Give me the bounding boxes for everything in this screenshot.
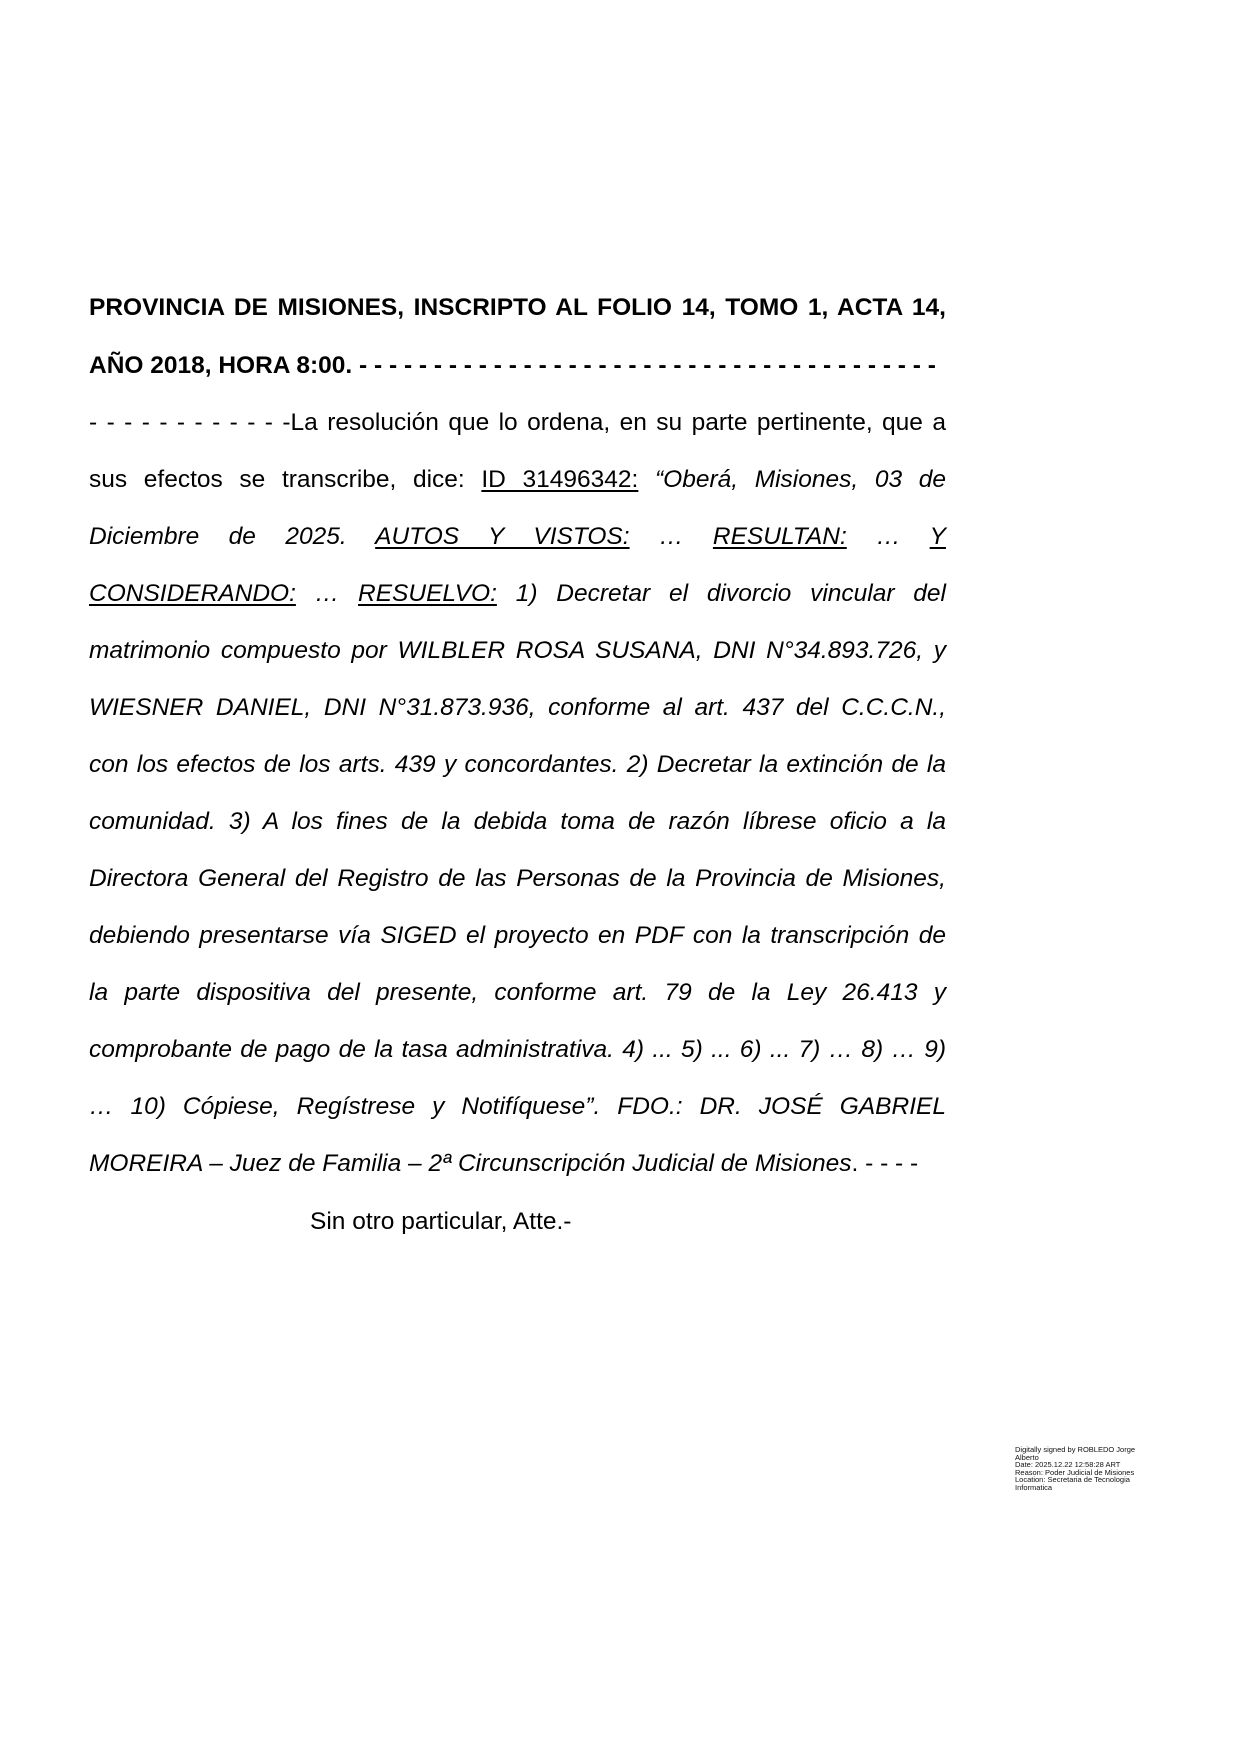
closing-line: Sin otro particular, Atte.-	[310, 1208, 572, 1235]
text-segment: Diciembre de 2025.	[89, 523, 376, 550]
signature-line: Date: 2025.12.22 12:58:28 ART	[1015, 1460, 1121, 1470]
paragraph-line-15: … 10) Cópiese, Regístrese y Notifíquese”. FDO.: DR. JOSÉ GABRIEL	[89, 1093, 946, 1120]
resuelvo-heading: RESUELVO:	[358, 580, 497, 607]
text-segment: “Oberá, Misiones, 03 de	[638, 466, 946, 493]
signature-line: Digitally signed by ROBLEDO Jorge	[1015, 1445, 1136, 1454]
signature-line: Location: Secretaria de Tecnologia	[1015, 1475, 1130, 1485]
text-segment: …	[295, 580, 359, 607]
text-segment: sus efectos se transcribe, dice:	[89, 466, 482, 493]
paragraph-line-13: la parte dispositiva del presente, conforme art. 79 de la Ley 26.413 y	[89, 979, 946, 1006]
resolution-id: ID 31496342:	[481, 466, 639, 493]
resultan-heading: RESULTAN:	[712, 523, 847, 550]
considerando-heading: CONSIDERANDO:	[89, 580, 296, 607]
paragraph-line-1: PROVINCIA DE MISIONES, INSCRIPTO AL FOLIO 14, TOMO 1, ACTA 14,	[89, 294, 946, 321]
signature-line: Alberto	[1015, 1452, 1039, 1462]
paragraph-line-11: Directora General del Registro de las Personas de la Provincia de Misiones,	[89, 865, 946, 892]
paragraph-line-3: - - - - - - - - - - - -La resolución que lo ordena, en su parte pertinente, que a	[89, 409, 946, 436]
y-considerando-heading: Y	[929, 523, 946, 550]
text-segment: …	[846, 523, 930, 550]
autos-y-vistos-heading: AUTOS Y VISTOS:	[375, 523, 630, 550]
text-segment: . - - - -	[851, 1150, 919, 1177]
paragraph-line-7: matrimonio compuesto por WILBLER ROSA SUSANA, DNI N°34.893.726, y	[89, 637, 946, 664]
digital-signature-block	[1015, 1446, 1165, 1492]
judge-signature-text: MOREIRA – Juez de Familia – 2ª Circunscripción Judicial de Misiones	[89, 1150, 852, 1177]
signature-line: Reason: Poder Judicial de Misiones	[1015, 1467, 1135, 1477]
paragraph-line-2: AÑO 2018, HORA 8:00. - - - - - - - - - - - - - - - - - - - - - - - - - - - - - - - - - - - - - - -	[89, 352, 936, 379]
paragraph-line-16	[89, 1149, 946, 1179]
paragraph-line-14: comprobante de pago de la tasa administrativa. 4) ... 5) ... 6) ... 7) … 8) … 9)	[89, 1036, 946, 1063]
text-segment: 1) Decretar el divorcio vincular del	[496, 580, 946, 607]
paragraph-line-4	[89, 465, 946, 495]
paragraph-line-10: comunidad. 3) A los fines de la debida toma de razón líbrese oficio a la	[89, 808, 946, 835]
paragraph-line-12: debiendo presentarse vía SIGED el proyecto en PDF con la transcripción de	[89, 922, 946, 949]
paragraph-line-5	[89, 522, 946, 552]
signature-line: Informatica	[1015, 1482, 1053, 1492]
paragraph-line-9: con los efectos de los arts. 439 y concordantes. 2) Decretar la extinción de la	[89, 751, 946, 778]
text-segment: …	[629, 523, 713, 550]
paragraph-line-8: WIESNER DANIEL, DNI N°31.873.936, conforme al art. 437 del C.C.C.N.,	[89, 694, 946, 721]
paragraph-line-6	[89, 579, 946, 609]
